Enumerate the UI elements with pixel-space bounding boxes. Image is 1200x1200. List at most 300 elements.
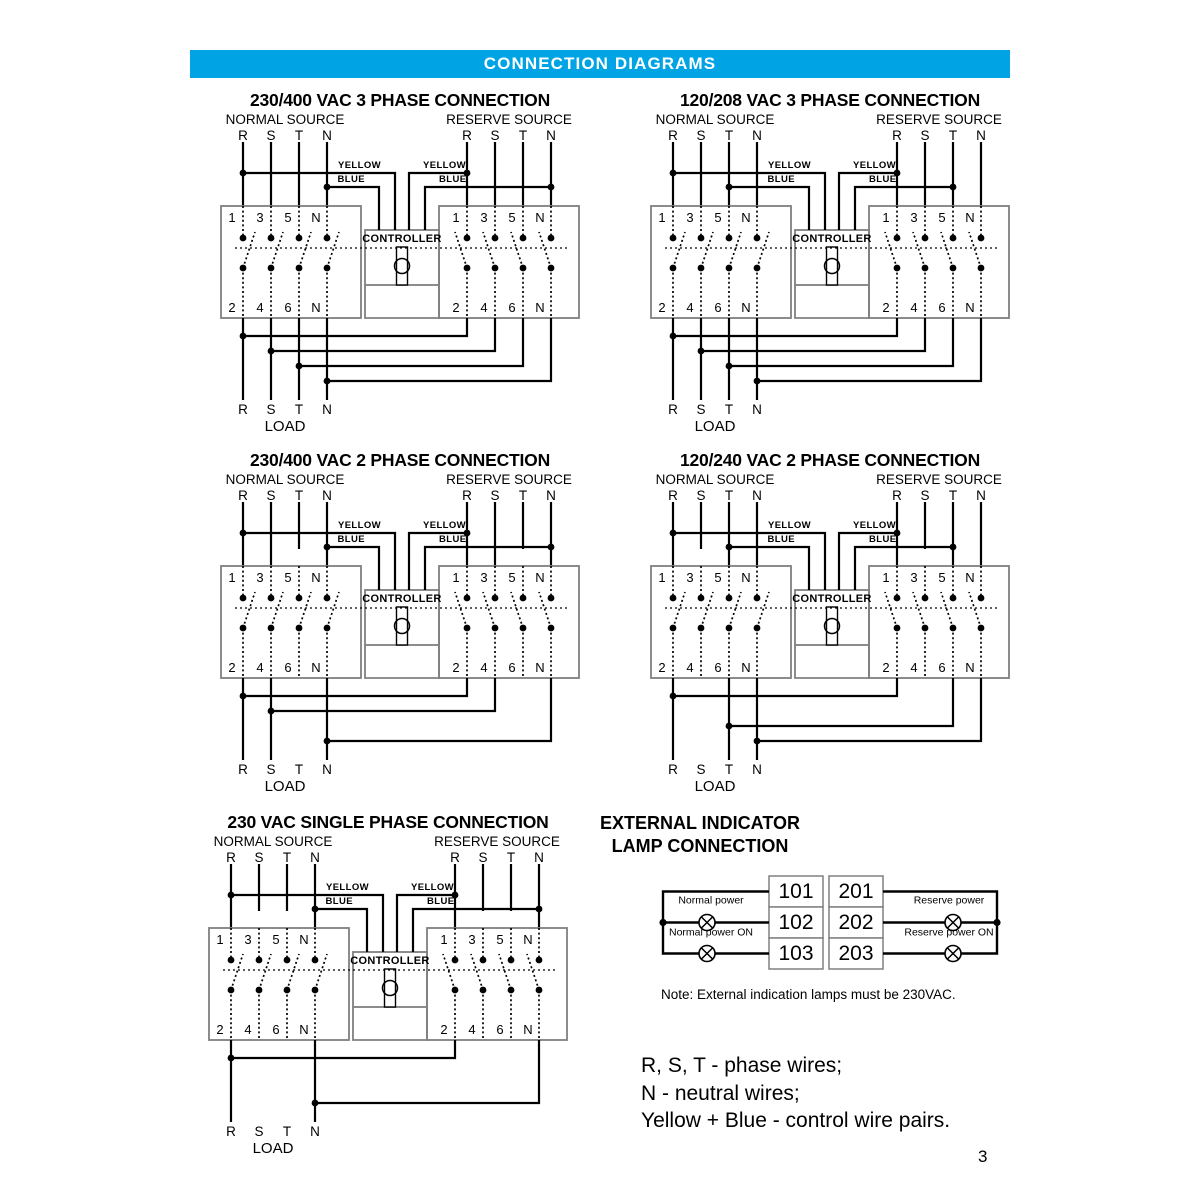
lamp-connection-svg bbox=[655, 868, 1005, 998]
blue-wire-label: BLUE bbox=[337, 534, 365, 545]
blue-wire-label: BLUE bbox=[427, 896, 455, 907]
junction-dot bbox=[922, 235, 929, 242]
terminal-label: 1 bbox=[882, 210, 890, 225]
junction-dot bbox=[726, 184, 733, 191]
junction-dot bbox=[670, 235, 677, 242]
terminal-label: 6 bbox=[714, 660, 722, 675]
terminal-label: 1 bbox=[882, 570, 890, 585]
source-phase-label: S bbox=[266, 128, 276, 143]
controller-label: CONTROLLER bbox=[362, 233, 442, 245]
source-phase-label: T bbox=[518, 488, 528, 503]
source-phase-label: T bbox=[282, 850, 292, 865]
terminal-label: N bbox=[299, 932, 309, 947]
junction-dot bbox=[922, 595, 929, 602]
junction-dot bbox=[950, 595, 957, 602]
yellow-wire-label: YELLOW bbox=[853, 520, 897, 531]
wire bbox=[425, 547, 551, 590]
terminal-label: 4 bbox=[686, 660, 694, 675]
wire bbox=[327, 187, 379, 230]
external-indicator-title bbox=[600, 812, 800, 858]
source-phase-label: N bbox=[976, 128, 986, 143]
junction-dot bbox=[268, 595, 275, 602]
terminal-label: 5 bbox=[284, 570, 292, 585]
box bbox=[385, 969, 396, 1007]
terminal-label: 6 bbox=[272, 1022, 280, 1037]
blue-wire-label: BLUE bbox=[869, 534, 897, 545]
junction-dot bbox=[726, 544, 733, 551]
junction-dot bbox=[978, 595, 985, 602]
terminal-label: 6 bbox=[508, 300, 516, 315]
source-phase-label: T bbox=[948, 488, 958, 503]
terminal-label: 1 bbox=[452, 210, 460, 225]
junction-dot bbox=[536, 906, 543, 913]
junction-dot bbox=[480, 957, 487, 964]
terminal-label: 2 bbox=[228, 300, 236, 315]
terminal-label: N bbox=[741, 660, 751, 675]
external-indicator-title-line2: LAMP CONNECTION bbox=[611, 836, 789, 857]
wire bbox=[315, 909, 367, 952]
source-phase-label: R bbox=[238, 128, 248, 143]
wire bbox=[795, 285, 869, 318]
terminal-label: 4 bbox=[910, 660, 918, 675]
external-indicator-title-line1: EXTERNAL INDICATOR bbox=[599, 813, 801, 833]
terminal-label: 1 bbox=[452, 570, 460, 585]
terminal-label: 6 bbox=[714, 300, 722, 315]
source-phase-label: N bbox=[976, 488, 986, 503]
terminal-label: 2 bbox=[228, 660, 236, 675]
junction-dot bbox=[492, 595, 499, 602]
junction-dot bbox=[520, 235, 527, 242]
diagram-120-208-3phase-title: 120/208 VAC 3 PHASE CONNECTION bbox=[679, 90, 981, 110]
junction-dot bbox=[993, 919, 1000, 926]
controller-label: CONTROLLER bbox=[792, 233, 872, 245]
junction-dot bbox=[894, 595, 901, 602]
normal-source-label: NORMAL SOURCE bbox=[225, 472, 345, 487]
junction-dot bbox=[754, 378, 761, 385]
wire bbox=[243, 678, 467, 696]
junction-dot bbox=[754, 595, 761, 602]
blue-wire-label: BLUE bbox=[439, 534, 467, 545]
junction-dot bbox=[548, 544, 555, 551]
load-phase-label: N bbox=[752, 762, 762, 777]
terminal-label: 2 bbox=[440, 1022, 448, 1037]
diagram-230-400-2phase bbox=[205, 470, 595, 795]
junction-dot bbox=[698, 235, 705, 242]
wire bbox=[365, 645, 439, 678]
blue-wire-label: BLUE bbox=[439, 174, 467, 185]
junction-dot bbox=[670, 693, 677, 700]
legend-line-2: N - neutral wires; bbox=[641, 1081, 800, 1105]
wire bbox=[327, 547, 379, 590]
blue-wire-label: BLUE bbox=[325, 896, 353, 907]
source-phase-label: N bbox=[546, 128, 556, 143]
normal-source-label: NORMAL SOURCE bbox=[213, 834, 333, 849]
wire bbox=[757, 318, 981, 381]
page-header-label: CONNECTION DIAGRAMS bbox=[483, 54, 717, 73]
terminal-label: 2 bbox=[452, 660, 460, 675]
terminal-label: 3 bbox=[244, 932, 252, 947]
terminal-label: 1 bbox=[440, 932, 448, 947]
load-label: LOAD bbox=[252, 1140, 294, 1157]
junction-dot bbox=[324, 738, 331, 745]
terminal-label: N bbox=[965, 660, 975, 675]
terminal-label: 4 bbox=[256, 300, 264, 315]
source-phase-label: N bbox=[322, 488, 332, 503]
terminal-label: 1 bbox=[658, 210, 666, 225]
wire bbox=[353, 1007, 427, 1040]
wire bbox=[701, 318, 925, 351]
yellow-wire-label: YELLOW bbox=[337, 520, 381, 531]
external-indicator-lamp-diagram bbox=[655, 868, 1005, 998]
wire bbox=[243, 318, 467, 336]
terminal-label: 4 bbox=[480, 660, 488, 675]
wire bbox=[795, 645, 869, 678]
diagram-120-240-2phase-wrapper bbox=[635, 470, 1025, 795]
wire bbox=[757, 678, 981, 741]
junction-dot bbox=[950, 184, 957, 191]
terminal-label: 2 bbox=[882, 300, 890, 315]
lamp-label-left: Normal power bbox=[678, 894, 744, 907]
terminal-label: 4 bbox=[480, 300, 488, 315]
source-phase-label: R bbox=[238, 488, 248, 503]
controller-label: CONTROLLER bbox=[792, 593, 872, 605]
source-phase-label: T bbox=[294, 128, 304, 143]
terminal-label: 5 bbox=[272, 932, 280, 947]
lamp-label-right: Reserve power ON bbox=[904, 926, 994, 939]
terminal-label: N bbox=[535, 570, 545, 585]
load-phase-label: T bbox=[724, 402, 734, 417]
junction-dot bbox=[240, 333, 247, 340]
source-phase-label: T bbox=[518, 128, 528, 143]
terminal-label: 5 bbox=[938, 210, 946, 225]
load-label: LOAD bbox=[694, 778, 736, 795]
legend-line-1: R, S, T - phase wires; bbox=[641, 1054, 843, 1077]
wire bbox=[327, 678, 551, 741]
terminal-label: N bbox=[965, 570, 975, 585]
source-phase-label: N bbox=[546, 488, 556, 503]
terminal-label: 3 bbox=[468, 932, 476, 947]
junction-dot bbox=[698, 348, 705, 355]
junction-dot bbox=[324, 544, 331, 551]
terminal-label: N bbox=[535, 210, 545, 225]
load-phase-label: N bbox=[752, 402, 762, 417]
page-header-bar bbox=[190, 50, 1010, 78]
blue-wire-label: BLUE bbox=[869, 174, 897, 185]
terminal-label: 6 bbox=[508, 660, 516, 675]
terminal-label: N bbox=[741, 300, 751, 315]
terminal-label: N bbox=[523, 1022, 533, 1037]
source-phase-label: N bbox=[310, 850, 320, 865]
source-phase-label: S bbox=[490, 128, 500, 143]
reserve-source-label: RESERVE SOURCE bbox=[876, 112, 1002, 127]
junction-dot bbox=[754, 235, 761, 242]
junction-dot bbox=[296, 595, 303, 602]
terminal-label: N bbox=[741, 210, 751, 225]
terminal-label: 6 bbox=[938, 300, 946, 315]
terminal-label: N bbox=[965, 300, 975, 315]
terminal-label: 3 bbox=[686, 210, 694, 225]
yellow-wire-label: YELLOW bbox=[411, 882, 455, 893]
terminal-label: 5 bbox=[714, 570, 722, 585]
terminal-label: 3 bbox=[910, 210, 918, 225]
load-phase-label: T bbox=[282, 1124, 292, 1139]
junction-dot bbox=[228, 957, 235, 964]
yellow-wire-label: YELLOW bbox=[853, 160, 897, 171]
source-phase-label: R bbox=[226, 850, 236, 865]
junction-dot bbox=[726, 595, 733, 602]
controller-label: CONTROLLER bbox=[362, 593, 442, 605]
junction-dot bbox=[492, 235, 499, 242]
junction-dot bbox=[240, 530, 247, 537]
wire bbox=[315, 1040, 539, 1103]
reserve-source-label: RESERVE SOURCE bbox=[446, 112, 572, 127]
terminal-label: 3 bbox=[686, 570, 694, 585]
junction-dot bbox=[950, 235, 957, 242]
terminal-label: 5 bbox=[284, 210, 292, 225]
junction-dot bbox=[726, 235, 733, 242]
wire bbox=[327, 318, 551, 381]
lamp-terminal-left: 103 bbox=[778, 942, 814, 965]
junction-dot bbox=[698, 595, 705, 602]
junction-dot bbox=[670, 333, 677, 340]
junction-dot bbox=[240, 170, 247, 177]
source-phase-label: R bbox=[450, 850, 460, 865]
wire bbox=[271, 678, 495, 711]
source-phase-label: R bbox=[892, 128, 902, 143]
source-phase-label: T bbox=[506, 850, 516, 865]
junction-dot bbox=[268, 235, 275, 242]
terminal-label: 6 bbox=[938, 660, 946, 675]
terminal-label: 6 bbox=[496, 1022, 504, 1037]
diagram-230-single-phase-title: 230 VAC SINGLE PHASE CONNECTION bbox=[227, 812, 549, 832]
normal-source-label: NORMAL SOURCE bbox=[225, 112, 345, 127]
load-phase-label: S bbox=[266, 762, 276, 777]
junction-dot bbox=[894, 235, 901, 242]
terminal-label: N bbox=[311, 210, 321, 225]
terminal-label: N bbox=[311, 570, 321, 585]
terminal-label: 4 bbox=[910, 300, 918, 315]
source-phase-label: S bbox=[490, 488, 500, 503]
lamp-label-right: Reserve power bbox=[913, 894, 985, 907]
terminal-label: 1 bbox=[216, 932, 224, 947]
box bbox=[827, 607, 838, 645]
source-phase-label: R bbox=[462, 488, 472, 503]
diagram-120-240-2phase-title: 120/240 VAC 2 PHASE CONNECTION bbox=[679, 450, 981, 470]
yellow-wire-label: YELLOW bbox=[767, 520, 811, 531]
junction-dot bbox=[324, 378, 331, 385]
diagram-230-400-2phase-title: 230/400 VAC 2 PHASE CONNECTION bbox=[249, 450, 551, 470]
junction-dot bbox=[296, 363, 303, 370]
junction-dot bbox=[324, 184, 331, 191]
junction-dot bbox=[548, 595, 555, 602]
yellow-wire-label: YELLOW bbox=[423, 520, 467, 531]
box bbox=[397, 607, 408, 645]
terminal-label: 2 bbox=[882, 660, 890, 675]
reserve-source-label: RESERVE SOURCE bbox=[434, 834, 560, 849]
source-phase-label: N bbox=[752, 488, 762, 503]
source-phase-label: S bbox=[478, 850, 488, 865]
junction-dot bbox=[754, 738, 761, 745]
terminal-label: N bbox=[535, 300, 545, 315]
junction-dot bbox=[950, 544, 957, 551]
source-phase-label: S bbox=[920, 488, 930, 503]
source-phase-label: S bbox=[696, 488, 706, 503]
blue-wire-label: BLUE bbox=[767, 534, 795, 545]
page-number: 3 bbox=[978, 1147, 988, 1166]
load-phase-label: T bbox=[294, 762, 304, 777]
terminal-label: 1 bbox=[658, 570, 666, 585]
load-phase-label: N bbox=[310, 1124, 320, 1139]
junction-dot bbox=[548, 235, 555, 242]
terminal-label: 3 bbox=[256, 570, 264, 585]
source-phase-label: N bbox=[322, 128, 332, 143]
diagram-230-400-3phase bbox=[205, 110, 595, 435]
junction-dot bbox=[726, 723, 733, 730]
terminal-label: 2 bbox=[658, 300, 666, 315]
terminal-label: N bbox=[523, 932, 533, 947]
diagram-230-400-3phase-wrapper bbox=[205, 110, 595, 435]
terminal-label: N bbox=[741, 570, 751, 585]
junction-dot bbox=[296, 235, 303, 242]
junction-dot bbox=[536, 957, 543, 964]
junction-dot bbox=[228, 892, 235, 899]
load-phase-label: R bbox=[238, 762, 248, 777]
load-label: LOAD bbox=[264, 418, 306, 435]
terminal-label: N bbox=[299, 1022, 309, 1037]
source-phase-label: T bbox=[948, 128, 958, 143]
diagram-230-single-phase bbox=[193, 832, 583, 1157]
lamp-terminal-right: 202 bbox=[838, 911, 874, 934]
load-phase-label: N bbox=[322, 762, 332, 777]
terminal-label: 6 bbox=[284, 300, 292, 315]
source-phase-label: T bbox=[724, 488, 734, 503]
source-phase-label: S bbox=[266, 488, 276, 503]
lamp-terminal-left: 101 bbox=[778, 880, 814, 903]
junction-dot bbox=[312, 957, 319, 964]
indicator-lamp-icon bbox=[945, 946, 961, 962]
junction-dot bbox=[659, 919, 666, 926]
load-phase-label: R bbox=[668, 762, 678, 777]
terminal-label: 5 bbox=[714, 210, 722, 225]
terminal-label: 5 bbox=[496, 932, 504, 947]
source-phase-label: N bbox=[534, 850, 544, 865]
load-phase-label: N bbox=[322, 402, 332, 417]
wire bbox=[673, 318, 897, 336]
source-phase-label: S bbox=[920, 128, 930, 143]
load-phase-label: T bbox=[724, 762, 734, 777]
source-phase-label: S bbox=[696, 128, 706, 143]
reserve-source-label: RESERVE SOURCE bbox=[876, 472, 1002, 487]
load-phase-label: T bbox=[294, 402, 304, 417]
wire bbox=[271, 318, 495, 351]
reserve-source-label: RESERVE SOURCE bbox=[446, 472, 572, 487]
junction-dot bbox=[726, 363, 733, 370]
blue-wire-label: BLUE bbox=[767, 174, 795, 185]
load-phase-label: S bbox=[696, 762, 706, 777]
junction-dot bbox=[240, 595, 247, 602]
source-phase-label: S bbox=[254, 850, 264, 865]
junction-dot bbox=[268, 348, 275, 355]
indicator-lamp-icon bbox=[699, 946, 715, 962]
terminal-label: 4 bbox=[244, 1022, 252, 1037]
load-phase-label: R bbox=[238, 402, 248, 417]
terminal-label: 3 bbox=[480, 570, 488, 585]
diagram-230-400-3phase-title: 230/400 VAC 3 PHASE CONNECTION bbox=[249, 90, 551, 110]
load-phase-label: S bbox=[266, 402, 276, 417]
lamp-terminal-left: 102 bbox=[778, 911, 814, 934]
terminal-label: 5 bbox=[508, 570, 516, 585]
terminal-label: 3 bbox=[480, 210, 488, 225]
junction-dot bbox=[240, 235, 247, 242]
terminal-label: N bbox=[311, 660, 321, 675]
lamp-note: Note: External indication lamps must be 230VAC. bbox=[661, 987, 956, 1002]
normal-source-label: NORMAL SOURCE bbox=[655, 472, 775, 487]
terminal-label: 1 bbox=[228, 210, 236, 225]
diagram-120-240-2phase bbox=[635, 470, 1025, 795]
junction-dot bbox=[670, 530, 677, 537]
wire bbox=[673, 678, 897, 696]
box bbox=[397, 247, 408, 285]
yellow-wire-label: YELLOW bbox=[325, 882, 369, 893]
junction-dot bbox=[508, 957, 515, 964]
junction-dot bbox=[324, 595, 331, 602]
wire bbox=[413, 909, 539, 952]
load-phase-label: R bbox=[668, 402, 678, 417]
junction-dot bbox=[670, 170, 677, 177]
diagram-230-400-2phase-wrapper bbox=[205, 470, 595, 795]
terminal-label: 1 bbox=[228, 570, 236, 585]
load-label: LOAD bbox=[264, 778, 306, 795]
controller-label: CONTROLLER bbox=[350, 955, 430, 967]
source-phase-label: T bbox=[294, 488, 304, 503]
junction-dot bbox=[520, 595, 527, 602]
terminal-label: 3 bbox=[256, 210, 264, 225]
terminal-label: 2 bbox=[216, 1022, 224, 1037]
wire bbox=[729, 318, 953, 366]
load-phase-label: S bbox=[696, 402, 706, 417]
lamp-terminal-right: 203 bbox=[838, 942, 874, 965]
junction-dot bbox=[978, 235, 985, 242]
terminal-label: 5 bbox=[938, 570, 946, 585]
terminal-label: N bbox=[535, 660, 545, 675]
junction-dot bbox=[464, 595, 471, 602]
yellow-wire-label: YELLOW bbox=[337, 160, 381, 171]
diagram-230-single-phase-wrapper bbox=[193, 832, 583, 1157]
source-phase-label: T bbox=[724, 128, 734, 143]
junction-dot bbox=[464, 235, 471, 242]
junction-dot bbox=[548, 184, 555, 191]
source-phase-label: R bbox=[892, 488, 902, 503]
load-phase-label: S bbox=[254, 1124, 264, 1139]
junction-dot bbox=[228, 1055, 235, 1062]
wire bbox=[729, 678, 953, 726]
junction-dot bbox=[324, 235, 331, 242]
junction-dot bbox=[284, 957, 291, 964]
junction-dot bbox=[240, 693, 247, 700]
legend-line-3: Yellow + Blue - control wire pairs. bbox=[641, 1109, 951, 1133]
source-phase-label: N bbox=[752, 128, 762, 143]
lamp-label-left: Normal power ON bbox=[668, 926, 754, 939]
source-phase-label: R bbox=[462, 128, 472, 143]
terminal-label: N bbox=[311, 300, 321, 315]
wire bbox=[365, 285, 439, 318]
yellow-wire-label: YELLOW bbox=[767, 160, 811, 171]
wire bbox=[299, 318, 523, 366]
normal-source-label: NORMAL SOURCE bbox=[655, 112, 775, 127]
diagram-120-208-3phase-wrapper bbox=[635, 110, 1025, 435]
junction-dot bbox=[452, 957, 459, 964]
junction-dot bbox=[256, 957, 263, 964]
